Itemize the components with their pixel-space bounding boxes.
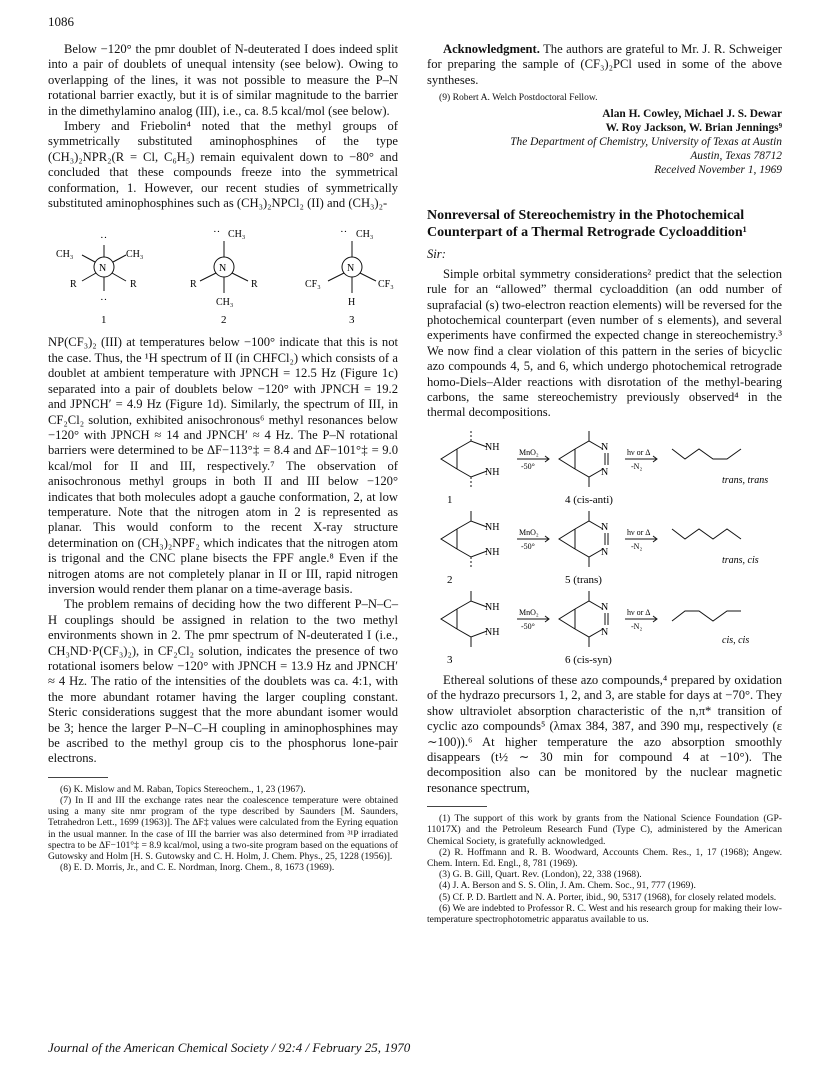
condition-label: hν or Δ (627, 527, 651, 537)
condition-label: hν or Δ (627, 607, 651, 617)
compound-label: 4 (cis-anti) (565, 493, 613, 506)
newman-projections-figure (48, 219, 398, 329)
lone-pair: ·· (213, 226, 221, 239)
r-label: R (70, 279, 77, 291)
methyl-label: CH₃ (56, 249, 74, 261)
compound-label: 2 (221, 314, 227, 327)
cyclopropane-ring (559, 609, 575, 629)
footnote: (1) The support of this work by grants from the National Science Foundation (GP-11017X) and the Petroleum Research Fund (Type C), administered by the American Chemical Society, is gratefully acknowledged. (427, 813, 782, 847)
paragraph: NP(CF₃)₂ (III) at temperatures below −100° indicate that this is not the case. Thus, the ¹H spectrum of II (in CHFCl₂) which consists of a doublet at ambient temperature with JPNCH = 12.5 Hz (Figure 1c) separated into a pair of doublets below −120° with JPNCH = 19.2 and JPNCH′ = 4.9 Hz (Figure 1d). Similarly, the spectrum of III, in CF₂Cl₂ solution, exhibited anisochronous⁶ methyl resonances below −120° with JPNCH ≈ 14 and JPNCH′ ≈ 4 Hz. The P–N rotational barriers were determined to be ΔF−113°‡ = 8.4 and ΔF−101°‡ = 9.0 kcal/mol for II and III, respectively.⁷ The observation of anisochronous methyl groups in both II and III below −120° indicates that both molecules adopt a gauche conformation, 2, at low temperature. Note that the nitrogen atom in 2 is represented as planar. This would conform to the recent X-ray structure determination on (CH₃)₂NPF₂ which indicates that the nitrogen atom is trigonal and the CNC plane bisects the FPF angle.⁸ Even if the nitrogen atoms are not completely planar in II or III, rapid nitrogen inversion would render them planar on a time-average basis. (48, 335, 398, 596)
paragraph: Ethereal solutions of these azo compounds,⁴ prepared by oxidation of the hydrazo precursors 1, 2, and 3, are stable for days at −70°. They show ultraviolet absorption characteristic of the n,π* transition of cyclic azo compounds⁵ (λmax 384, 387, and 390 mμ, respectively (ε ∼100)).⁶ At higher temperature the azo absorption smoothly disappears (t½ ∼ 30 min for compound 4 at −10°). The decomposition also can be monitored by the nuclear magnetic resonance spectrum, (427, 672, 782, 795)
n-label: N (601, 626, 609, 638)
cf3-label: CF₃ (305, 279, 321, 291)
compound-label: 5 (trans) (565, 573, 602, 586)
cf3-label: CF₃ (378, 279, 394, 291)
n-label: N (601, 441, 609, 453)
page-number: 1086 (48, 14, 74, 29)
cyclopropane-ring (441, 609, 457, 629)
left-column (48, 42, 398, 873)
footnote: (7) In II and III the exchange rates near the coalescence temperature were obtained using a many site nmr program of the type described by Saunders [M. Saunders, Tetrahedron Lett., 1699 (1963)]. The ΔF‡ values were calculated from the Eyring equation in the usual manner. In the case of III the barrier was also determined from ³¹P irradiated spectra to be ΔF−101°‡ = 8.9 kcal/mol, using a two-site program based on the equations of Gutowsky and Holm [H. S. Gutowsky and C. H. Holm, J. Chem. Phys., 25, 1228 (1956)]. (48, 795, 398, 863)
salutation: Sir: (427, 247, 446, 262)
diene-product (672, 529, 741, 539)
loss-label: -N₂ (631, 541, 643, 551)
methyl-label: CH₃ (356, 229, 374, 241)
r-label: R (130, 279, 137, 291)
ring-bond (457, 629, 487, 637)
nitrogen-label: N (219, 263, 227, 275)
cyclopropane-ring (441, 529, 457, 549)
nh-label: NH (485, 466, 500, 478)
ring-bond (457, 549, 487, 557)
structure-2 (190, 226, 258, 326)
journal-footer: Journal of the American Chemical Society / 92:4 / February 25, 1970 (48, 1040, 411, 1055)
cyclopropane-ring (559, 529, 575, 549)
ring-bond (575, 629, 603, 637)
nh-label: NH (485, 441, 500, 453)
ring-bond (575, 441, 603, 449)
h-label: H (348, 297, 356, 309)
nh-label: NH (485, 601, 500, 613)
footnote-9 (427, 92, 782, 103)
affiliation: The Department of Chemistry, University of Texas at Austin (510, 136, 782, 149)
product-label: cis, cis (722, 634, 750, 646)
author-block (427, 107, 782, 177)
reaction-scheme (427, 427, 782, 667)
footnote: (8) E. D. Morris, Jr., and C. E. Nordman, Inorg. Chem., 8, 1673 (1969). (60, 862, 335, 874)
n-label: N (601, 466, 609, 478)
paragraph: Imbery and Friebolin⁴ noted that the methyl groups of symmetrically substituted aminophosphines of the type (CH₃)₂NPR₂(R = Cl, C₆H₅) remain equivalent down to −80° and concluded that these compounds freeze into the symmetrical conformation, 1. However, our recent studies of symmetrically substituted aminophosphines such as (CH₃)₂NPCl₂ (II) and (CH₃)₂- (48, 119, 398, 211)
ring-bond (457, 469, 487, 477)
n-label: N (601, 601, 609, 613)
lone-pair: ·· (340, 226, 348, 239)
footnote: (5) Cf. P. D. Bartlett and N. A. Porter, ibid., 90, 5317 (1968), for closely related models. (439, 891, 777, 903)
ring-bond (575, 601, 603, 609)
footnote-divider (48, 777, 108, 778)
footnote-divider (427, 806, 487, 807)
lone-pair: ·· (100, 294, 108, 307)
diene-product (672, 611, 741, 621)
footnote: (3) G. B. Gill, Quart. Rev. (London), 22, 338 (1968). (439, 869, 642, 881)
ring-bond (575, 521, 603, 529)
footnote: (6) We are indebted to Professor R. C. West and his research group for making their low-temperature spectrophotometric apparatus available to us. (427, 902, 782, 925)
compound-label: 6 (cis-syn) (565, 653, 612, 666)
n-label: N (601, 546, 609, 558)
temp-label: -50° (521, 621, 535, 631)
loss-label: -N₂ (631, 461, 643, 471)
ack-text: The authors are grateful to Mr. J. R. Schweiger for preparing the sample of (CF₃)₂PCl used in some of the above syntheses. (427, 42, 782, 87)
n-label: N (601, 521, 609, 533)
footnote: (2) R. Hoffmann and R. B. Woodward, Accounts Chem. Res., 1, 17 (1968); Angew. Chem. Intern. Ed. Engl., 8, 781 (1969). (427, 846, 782, 869)
ack-label: Acknowledgment. (443, 42, 540, 56)
acknowledgment (427, 42, 782, 88)
cyclopropane-ring (441, 449, 457, 469)
methyl-label: CH₃ (228, 229, 246, 241)
compound-label: 2 (447, 573, 453, 586)
compound-label: 1 (101, 314, 107, 327)
paragraph: Simple orbital symmetry considerations² predict that the selection rule for an “allowed” thermal cycloaddition (an odd number of suprafacial (s) two-electron reaction elements) will be reversed for the photochemical counterpart (even number of s elements), and several experiments have confirmed the expected change in stereochemistry.³ We now find a clear violation of this pattern in the series of bicyclic azo compounds 4, 5, and 6, which undergo photochemical retrograde homo-Diels–Alder reactions with disrotation of the methyl-bearing carbons, the same stereochemistry previously observed⁴ in the thermal decompositions. (427, 266, 782, 420)
nh-label: NH (485, 626, 500, 638)
lone-pair: ·· (100, 232, 108, 245)
footnote: (4) J. A. Berson and S. S. Olin, J. Am. Chem. Soc., 91, 777 (1969). (439, 880, 696, 892)
reagent-label: MnO₂ (519, 607, 539, 617)
nitrogen-label: N (347, 263, 355, 275)
condition-label: hν or Δ (627, 447, 651, 457)
author-names: W. Roy Jackson, W. Brian Jennings⁹ (605, 122, 782, 135)
compound-label: 3 (447, 653, 453, 666)
structure-1 (56, 232, 143, 326)
cyclopropane-ring (559, 449, 575, 469)
r-label: R (251, 279, 258, 291)
ring-bond (457, 521, 487, 529)
compound-label: 1 (447, 493, 453, 506)
author-names: Alan H. Cowley, Michael J. S. Dewar (602, 108, 782, 121)
nh-label: NH (485, 546, 500, 558)
article-title: Nonreversal of Stereochemistry in the Photochemical Counterpart of a Thermal Retrograde Cycloaddition¹ (427, 208, 747, 241)
temp-label: -50° (521, 461, 535, 471)
temp-label: -50° (521, 541, 535, 551)
affiliation: Austin, Texas 78712 (690, 150, 782, 163)
diene-product (672, 449, 741, 459)
footnotes-right (427, 813, 782, 925)
nitrogen-label: N (99, 263, 107, 275)
footnotes-left (48, 784, 398, 874)
right-column (427, 42, 782, 925)
footnote: (9) Robert A. Welch Postdoctoral Fellow. (439, 92, 598, 104)
nh-label: NH (485, 521, 500, 533)
compound-label: 3 (349, 314, 355, 327)
product-label: trans, cis (722, 554, 759, 566)
footnote: (6) K. Mislow and M. Raban, Topics Stereochem., 1, 23 (1967). (60, 783, 306, 795)
ring-bond (457, 601, 487, 609)
reagent-label: MnO₂ (519, 447, 539, 457)
ring-bond (457, 441, 487, 449)
ring-bond (575, 469, 603, 477)
loss-label: -N₂ (631, 621, 643, 631)
r-label: R (190, 279, 197, 291)
paragraph: The problem remains of deciding how the two different P–N–C–H couplings should be assigned in relation to the two methyl environments shown in 2. The pmr spectrum of N-deuterated I (i.e., CH₃ND·P(CF₃)₂), in CF₂Cl₂ solution, indicates the presence of two rotational isomers below −120° with JPNCH = 13.9 Hz and JPNCH′ ≈ 4 Hz. The ratio of the intensities of the doublets was ca. 4:1, with the more abundant rotamer having the larger coupling constant. Steric considerations suggest that the more abundant isomer would be 3; hence the larger P–N–C–H coupling in aminophosphines may be ascribed to the methyl group cis to the phosphorus lone-pair electrons. (48, 597, 398, 766)
reagent-label: MnO₂ (519, 527, 539, 537)
product-label: trans, trans (722, 474, 769, 486)
structure-3 (305, 226, 394, 326)
methyl-label: CH₃ (126, 249, 144, 261)
methyl-label: CH₃ (216, 297, 234, 309)
received-date: Received November 1, 1969 (654, 164, 782, 177)
ring-bond (575, 549, 603, 557)
paragraph: Below −120° the pmr doublet of N-deuterated I does indeed split into a pair of doublets of unequal intensity (see below). Owing to overlapping of the lines, it was not possible to measure the P–N rotational barrier exactly, but it is of similar magnitude to the barrier in the dimethylamino analog (III), i.e., ca. 8.5 kcal/mol (see below). (48, 42, 398, 118)
